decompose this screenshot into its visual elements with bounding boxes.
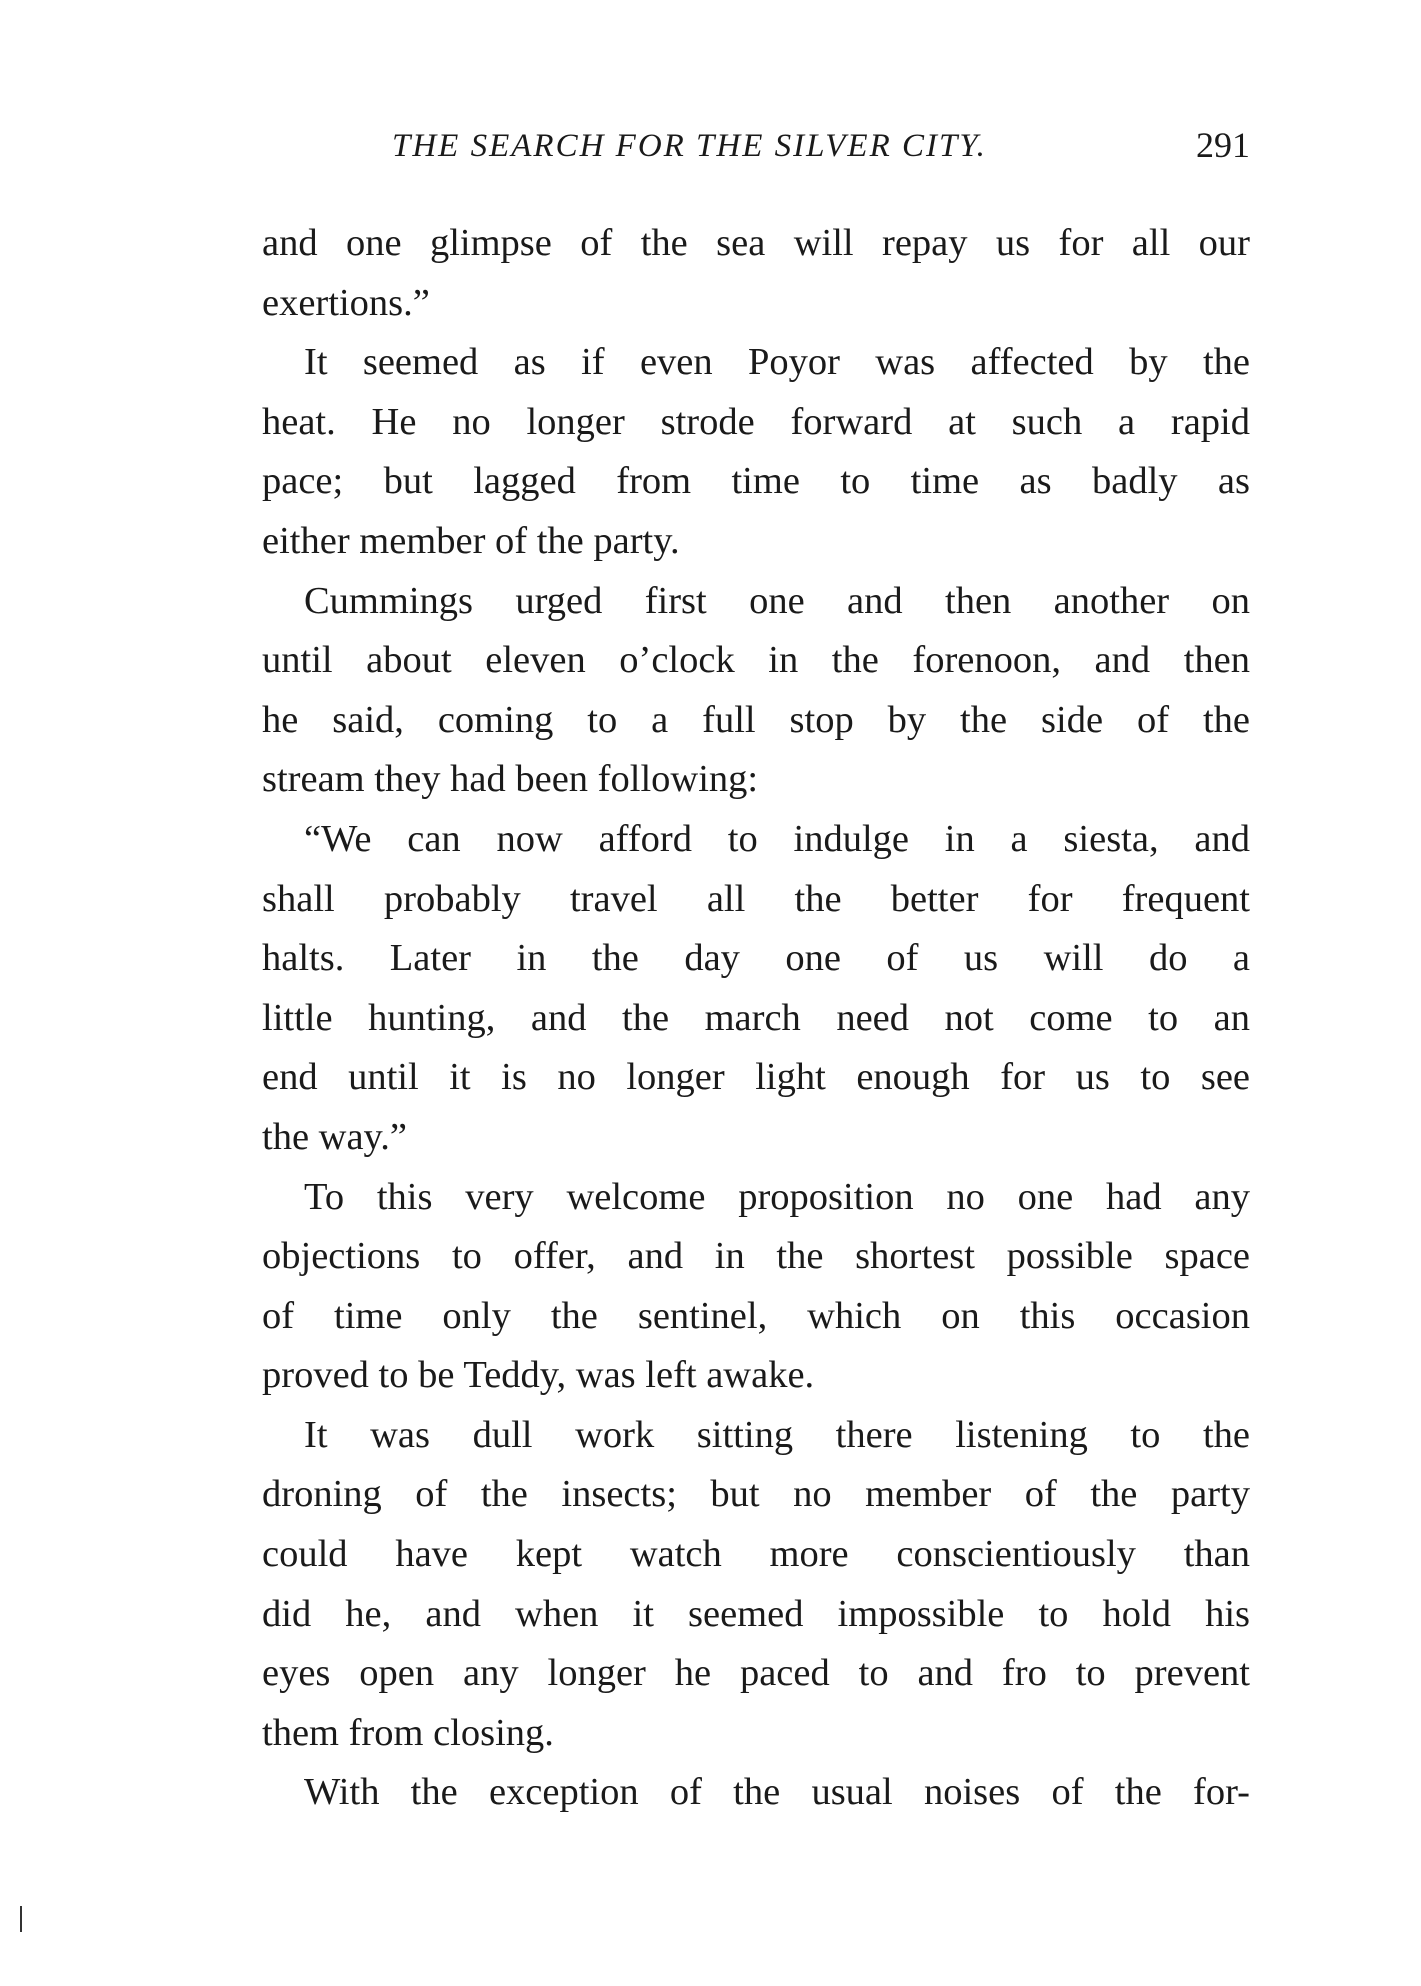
- text-line: the way.”: [262, 1115, 408, 1158]
- running-head-title: THE SEARCH FOR THE SILVER CITY.: [392, 128, 987, 164]
- text-line: It seemed as if even Poyor was affected by the: [304, 341, 1250, 384]
- text-line: until about eleven o’clock in the forenoon, and then: [262, 639, 1250, 682]
- running-head: [262, 120, 1250, 180]
- text-line: Cummings urged first one and then another on: [304, 579, 1250, 622]
- margin-mark: [20, 1906, 22, 1932]
- text-line: To this very welcome proposition no one had any: [304, 1175, 1250, 1218]
- text-line: heat. He no longer strode forward at such a rapid: [262, 400, 1250, 443]
- text-line: halts. Later in the day one of us will do a: [262, 937, 1250, 980]
- text-line: stream they had been following:: [262, 758, 759, 801]
- text-line: exertions.”: [262, 281, 430, 324]
- text-line: shall probably travel all the better for frequent: [262, 877, 1250, 920]
- text-line: either member of the party.: [262, 519, 680, 562]
- text-line: objections to offer, and in the shortest possible space: [262, 1235, 1250, 1278]
- text-line: of time only the sentinel, which on this occasion: [262, 1294, 1250, 1337]
- text-line: little hunting, and the march need not come to an: [262, 996, 1250, 1039]
- text-line: could have kept watch more conscientiously than: [262, 1533, 1250, 1576]
- text-line: It was dull work sitting there listening to the: [304, 1413, 1250, 1456]
- text-line: did he, and when it seemed impossible to hold his: [262, 1592, 1250, 1635]
- text-line: eyes open any longer he paced to and fro to prevent: [262, 1652, 1250, 1695]
- text-line: “We can now afford to indulge in a siesta, and: [304, 817, 1250, 860]
- text-line: end until it is no longer light enough for us to see: [262, 1056, 1250, 1099]
- page-number: 291: [1196, 125, 1250, 165]
- body-text: [262, 214, 1250, 1823]
- text-line: droning of the insects; but no member of the party: [262, 1473, 1250, 1516]
- text-line: and one glimpse of the sea will repay us for all our: [262, 222, 1250, 264]
- text-line: he said, coming to a full stop by the side of the: [262, 698, 1250, 741]
- text-line: With the exception of the usual noises of the for-: [304, 1771, 1250, 1814]
- text-line: pace; but lagged from time to time as badly as: [262, 460, 1250, 503]
- text-line: proved to be Teddy, was left awake.: [262, 1354, 815, 1397]
- text-line: them from closing.: [262, 1711, 554, 1754]
